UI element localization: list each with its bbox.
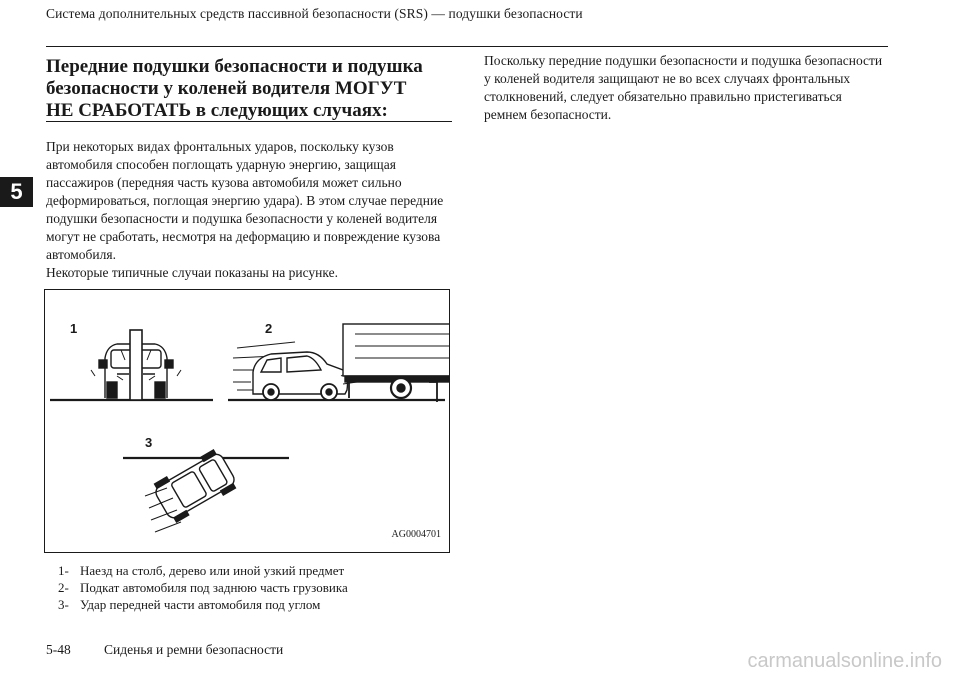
figure-label-3: 3: [145, 435, 153, 450]
caption-number: 3-: [58, 597, 69, 612]
caption-number: 1-: [58, 563, 69, 578]
body-line: могут не сработать, несмотря на деформацию и повреждение кузова: [46, 229, 441, 244]
header-divider: [46, 46, 888, 47]
caption-number: 2-: [58, 580, 69, 595]
body-line: столкновений, следует обязательно правильно пристегиваться: [484, 89, 842, 104]
body-line: у коленей водителя защищают не во всех случаях фронтальных: [484, 71, 851, 86]
body-paragraph-1: [46, 138, 456, 282]
figure-label-1: 1: [70, 321, 78, 336]
section-title-line-2: безопасности у коленей водителя МОГУТ: [46, 78, 407, 99]
body-line: пассажиров (передняя часть кузова автомобиля может сильно: [46, 175, 402, 190]
figure-label-2: 2: [265, 321, 273, 336]
footer-chapter-name: Сиденья и ремни безопасности: [104, 642, 284, 657]
caption-text: Наезд на столб, дерево или иной узкий предмет: [80, 563, 345, 578]
section-title-line-3: НЕ СРАБОТАТЬ в следующих случаях:: [46, 100, 388, 121]
section-title-line-1: Передние подушки безопасности и подушка: [46, 56, 423, 77]
title-divider: [46, 121, 452, 122]
caption-text: Удар передней части автомобиля под углом: [80, 597, 321, 612]
caption-text: Подкат автомобиля под заднюю часть грузовика: [80, 580, 348, 595]
body-line: деформироваться, поглощая энергию удара). В этом случае передние: [46, 193, 444, 208]
body-paragraph-2: Некоторые типичные случаи показаны на рисунке.: [46, 265, 338, 280]
body-line: При некоторых видах фронтальных ударов, поскольку кузов: [46, 139, 394, 154]
body-line: подушки безопасности и подушка безопасности у коленей водителя: [46, 211, 438, 226]
crash-illustration-drawing: [45, 290, 450, 553]
car-side-view: [253, 352, 357, 400]
figure-captions: [58, 562, 348, 613]
caption-item: [58, 596, 348, 613]
body-line: автомобиля способен поглощать ударную энергию, защищая: [46, 157, 396, 172]
caption-item: [58, 562, 348, 579]
truck-rear: [343, 324, 450, 402]
body-line: ремнем безопасности.: [484, 107, 612, 122]
car-angled-view: [151, 448, 239, 524]
section-title: [46, 56, 446, 122]
body-line: Поскольку передние подушки безопасности и подушка безопасности: [484, 53, 883, 68]
body-line: автомобиля.: [46, 247, 116, 262]
chapter-tab: 5: [0, 177, 33, 207]
running-header: Система дополнительных средств пассивной безопасности (SRS) — подушки безопасности: [46, 6, 583, 21]
watermark: carmanualsonline.info: [747, 650, 942, 672]
page-number: 5-48: [46, 642, 71, 657]
right-paragraph: [484, 52, 894, 124]
crash-illustration: [44, 289, 450, 553]
figure-code: AG0004701: [391, 529, 441, 540]
caption-item: [58, 579, 348, 596]
